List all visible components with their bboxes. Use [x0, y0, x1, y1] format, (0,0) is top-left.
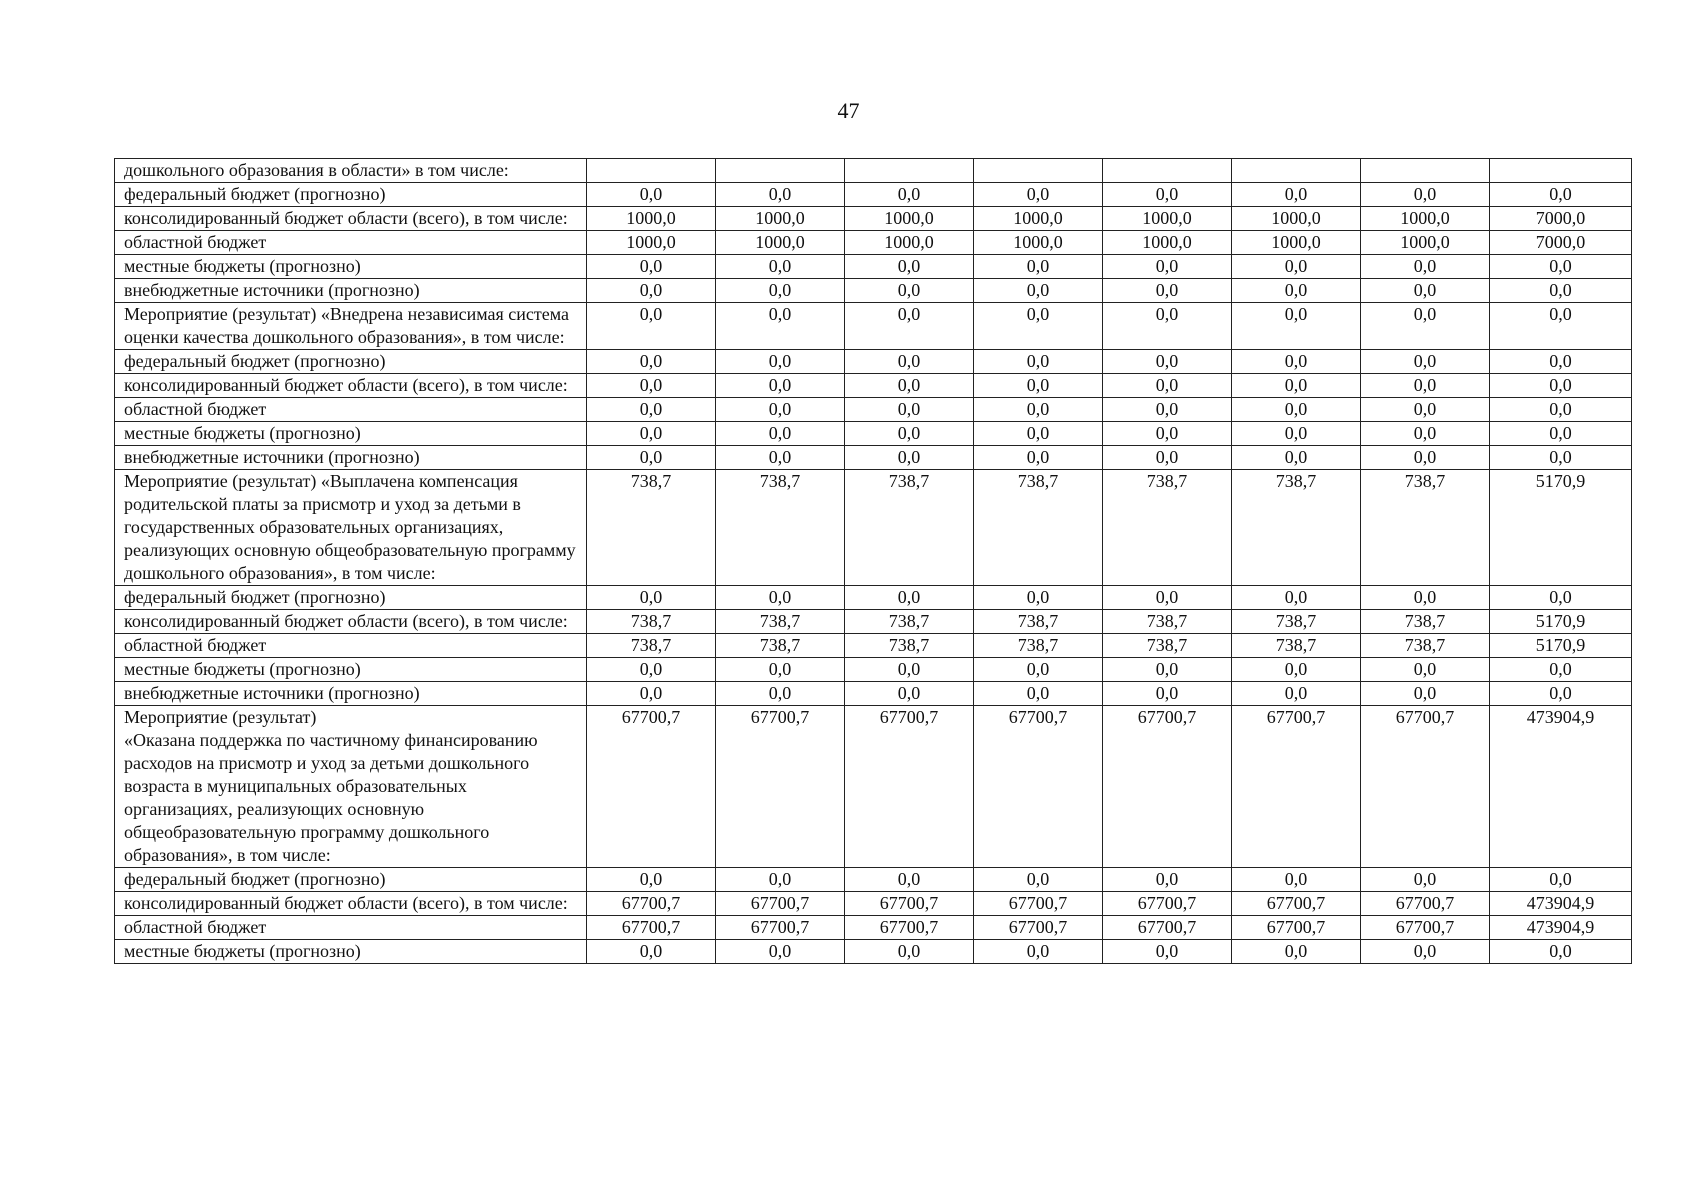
row-value-cell: 0,0 — [845, 374, 974, 398]
row-total-cell: 0,0 — [1490, 398, 1632, 422]
row-total-cell: 0,0 — [1490, 374, 1632, 398]
row-total-cell: 5170,9 — [1490, 470, 1632, 586]
row-value-cell: 738,7 — [1103, 470, 1232, 586]
row-value-cell: 0,0 — [716, 422, 845, 446]
row-value-cell: 1000,0 — [587, 207, 716, 231]
row-value-cell: 0,0 — [974, 398, 1103, 422]
row-value-cell: 0,0 — [716, 446, 845, 470]
row-value-cell: 0,0 — [845, 279, 974, 303]
row-value-cell: 67700,7 — [1232, 706, 1361, 868]
row-label: Мероприятие (результат) «Оказана поддержка по частичному финансированию расходов на присмотр и уход за детьми дошкольного возраста в муниципальных образовательных организациях, реализующих основную общеобразовательную программу дошкольного образования», в том числе: — [115, 706, 587, 868]
row-value-cell: 67700,7 — [587, 706, 716, 868]
row-value-cell: 0,0 — [1232, 303, 1361, 350]
row-value-cell: 0,0 — [587, 374, 716, 398]
row-value-cell: 1000,0 — [845, 207, 974, 231]
row-label: консолидированный бюджет области (всего), в том числе: — [115, 610, 587, 634]
row-value-cell: 0,0 — [845, 940, 974, 964]
row-label: областной бюджет — [115, 231, 587, 255]
row-label: местные бюджеты (прогнозно) — [115, 940, 587, 964]
row-value-cell: 738,7 — [845, 470, 974, 586]
row-value-cell: 0,0 — [587, 682, 716, 706]
table-row — [115, 610, 1632, 634]
row-value-cell: 0,0 — [587, 350, 716, 374]
row-total-cell: 5170,9 — [1490, 610, 1632, 634]
row-value-cell: 738,7 — [716, 610, 845, 634]
table-row — [115, 916, 1632, 940]
table-row — [115, 892, 1632, 916]
row-value-cell: 0,0 — [1103, 868, 1232, 892]
row-value-cell: 738,7 — [1103, 634, 1232, 658]
row-value-cell: 738,7 — [1103, 610, 1232, 634]
row-total-cell: 473904,9 — [1490, 892, 1632, 916]
row-total-cell: 0,0 — [1490, 350, 1632, 374]
row-value-cell: 1000,0 — [716, 231, 845, 255]
row-label: дошкольного образования в области» в том числе: — [115, 159, 587, 183]
row-value-cell: 738,7 — [845, 634, 974, 658]
row-value-cell — [1232, 159, 1361, 183]
table-row — [115, 658, 1632, 682]
row-value-cell: 738,7 — [1361, 634, 1490, 658]
row-total-cell: 0,0 — [1490, 255, 1632, 279]
row-value-cell: 738,7 — [587, 610, 716, 634]
row-total-cell: 7000,0 — [1490, 207, 1632, 231]
row-label: федеральный бюджет (прогнозно) — [115, 183, 587, 207]
row-value-cell: 67700,7 — [845, 892, 974, 916]
row-value-cell: 0,0 — [1361, 255, 1490, 279]
row-value-cell: 1000,0 — [1361, 207, 1490, 231]
row-value-cell: 0,0 — [1103, 374, 1232, 398]
row-value-cell — [716, 159, 845, 183]
row-value-cell: 67700,7 — [716, 892, 845, 916]
row-label: федеральный бюджет (прогнозно) — [115, 868, 587, 892]
budget-table-body — [115, 159, 1632, 964]
row-value-cell: 0,0 — [1232, 940, 1361, 964]
row-value-cell: 738,7 — [1232, 634, 1361, 658]
row-total-cell: 0,0 — [1490, 183, 1632, 207]
row-value-cell: 0,0 — [1103, 658, 1232, 682]
row-value-cell: 67700,7 — [1361, 706, 1490, 868]
row-value-cell: 0,0 — [1232, 868, 1361, 892]
table-row — [115, 350, 1632, 374]
row-total-cell — [1490, 159, 1632, 183]
row-value-cell: 0,0 — [587, 658, 716, 682]
row-value-cell — [1361, 159, 1490, 183]
row-value-cell: 0,0 — [716, 682, 845, 706]
row-total-cell: 473904,9 — [1490, 916, 1632, 940]
row-value-cell: 67700,7 — [974, 916, 1103, 940]
row-value-cell: 0,0 — [974, 446, 1103, 470]
row-label: местные бюджеты (прогнозно) — [115, 255, 587, 279]
row-value-cell: 0,0 — [587, 279, 716, 303]
row-value-cell: 0,0 — [974, 868, 1103, 892]
row-value-cell: 738,7 — [845, 610, 974, 634]
row-value-cell: 0,0 — [1361, 279, 1490, 303]
row-value-cell: 1000,0 — [1103, 231, 1232, 255]
row-value-cell: 0,0 — [1103, 350, 1232, 374]
row-total-cell: 0,0 — [1490, 868, 1632, 892]
row-value-cell: 0,0 — [974, 374, 1103, 398]
row-total-cell: 0,0 — [1490, 422, 1632, 446]
row-value-cell: 0,0 — [1361, 422, 1490, 446]
row-label: внебюджетные источники (прогнозно) — [115, 682, 587, 706]
table-row — [115, 159, 1632, 183]
row-value-cell — [845, 159, 974, 183]
row-value-cell: 738,7 — [974, 610, 1103, 634]
row-value-cell: 67700,7 — [1361, 916, 1490, 940]
row-value-cell: 1000,0 — [587, 231, 716, 255]
row-value-cell: 0,0 — [845, 183, 974, 207]
row-value-cell: 0,0 — [1103, 940, 1232, 964]
row-value-cell: 0,0 — [1232, 350, 1361, 374]
row-label: местные бюджеты (прогнозно) — [115, 658, 587, 682]
row-value-cell: 0,0 — [587, 255, 716, 279]
row-value-cell: 0,0 — [974, 279, 1103, 303]
row-value-cell: 67700,7 — [974, 706, 1103, 868]
row-value-cell: 67700,7 — [845, 706, 974, 868]
row-label: федеральный бюджет (прогнозно) — [115, 586, 587, 610]
table-row — [115, 422, 1632, 446]
row-value-cell: 0,0 — [587, 446, 716, 470]
row-value-cell: 0,0 — [1361, 682, 1490, 706]
table-row — [115, 470, 1632, 586]
row-value-cell: 0,0 — [1232, 398, 1361, 422]
row-value-cell: 0,0 — [1232, 183, 1361, 207]
row-value-cell: 0,0 — [587, 422, 716, 446]
table-row — [115, 634, 1632, 658]
row-value-cell: 0,0 — [974, 422, 1103, 446]
row-value-cell: 0,0 — [1232, 422, 1361, 446]
row-total-cell: 0,0 — [1490, 303, 1632, 350]
row-label: Мероприятие (результат) «Выплачена компенсация родительской платы за присмотр и уход за детьми в государственных образовательных организациях, реализующих основную общеобразовательную программу дошкольного образования», в том числе: — [115, 470, 587, 586]
row-value-cell: 0,0 — [716, 255, 845, 279]
row-value-cell: 1000,0 — [1103, 207, 1232, 231]
table-row — [115, 706, 1632, 868]
row-value-cell: 0,0 — [716, 303, 845, 350]
row-label: консолидированный бюджет области (всего), в том числе: — [115, 892, 587, 916]
table-row — [115, 446, 1632, 470]
row-value-cell: 0,0 — [845, 586, 974, 610]
row-value-cell: 738,7 — [1232, 470, 1361, 586]
row-value-cell: 0,0 — [1361, 350, 1490, 374]
row-label: областной бюджет — [115, 398, 587, 422]
row-value-cell: 738,7 — [1361, 610, 1490, 634]
row-value-cell: 0,0 — [1103, 422, 1232, 446]
row-value-cell: 738,7 — [1232, 610, 1361, 634]
row-value-cell: 1000,0 — [974, 231, 1103, 255]
row-value-cell: 0,0 — [1361, 586, 1490, 610]
row-value-cell: 0,0 — [974, 658, 1103, 682]
row-value-cell: 738,7 — [587, 470, 716, 586]
row-value-cell: 1000,0 — [974, 207, 1103, 231]
row-value-cell: 0,0 — [716, 398, 845, 422]
row-value-cell: 67700,7 — [974, 892, 1103, 916]
row-value-cell: 0,0 — [974, 940, 1103, 964]
row-value-cell: 0,0 — [1103, 279, 1232, 303]
row-value-cell: 1000,0 — [1361, 231, 1490, 255]
row-total-cell: 5170,9 — [1490, 634, 1632, 658]
row-value-cell: 1000,0 — [845, 231, 974, 255]
row-value-cell: 0,0 — [974, 682, 1103, 706]
row-label: областной бюджет — [115, 916, 587, 940]
page-number: 47 — [837, 98, 860, 123]
row-value-cell: 0,0 — [716, 279, 845, 303]
row-value-cell: 0,0 — [716, 350, 845, 374]
table-row — [115, 303, 1632, 350]
row-value-cell: 0,0 — [716, 374, 845, 398]
row-label: внебюджетные источники (прогнозно) — [115, 279, 587, 303]
row-value-cell: 0,0 — [974, 183, 1103, 207]
row-value-cell: 0,0 — [845, 446, 974, 470]
row-value-cell: 0,0 — [1103, 682, 1232, 706]
row-total-cell: 0,0 — [1490, 940, 1632, 964]
row-value-cell: 0,0 — [974, 255, 1103, 279]
row-value-cell: 0,0 — [974, 586, 1103, 610]
row-value-cell: 67700,7 — [845, 916, 974, 940]
row-value-cell: 0,0 — [845, 255, 974, 279]
table-row — [115, 255, 1632, 279]
row-value-cell: 0,0 — [716, 868, 845, 892]
row-value-cell: 0,0 — [974, 303, 1103, 350]
row-value-cell: 0,0 — [974, 350, 1103, 374]
row-value-cell: 0,0 — [1232, 279, 1361, 303]
row-value-cell: 0,0 — [845, 398, 974, 422]
row-value-cell: 0,0 — [845, 658, 974, 682]
table-row — [115, 586, 1632, 610]
row-value-cell: 0,0 — [845, 422, 974, 446]
table-row — [115, 207, 1632, 231]
row-value-cell: 0,0 — [1361, 183, 1490, 207]
row-value-cell: 1000,0 — [1232, 231, 1361, 255]
row-value-cell: 0,0 — [1361, 868, 1490, 892]
row-value-cell: 1000,0 — [716, 207, 845, 231]
row-total-cell: 473904,9 — [1490, 706, 1632, 868]
row-label: внебюджетные источники (прогнозно) — [115, 446, 587, 470]
row-value-cell — [974, 159, 1103, 183]
row-value-cell: 0,0 — [1361, 658, 1490, 682]
row-value-cell: 738,7 — [716, 470, 845, 586]
table-row — [115, 374, 1632, 398]
row-value-cell: 0,0 — [716, 183, 845, 207]
row-value-cell — [1103, 159, 1232, 183]
budget-table — [114, 158, 1632, 964]
row-value-cell: 0,0 — [1361, 446, 1490, 470]
row-value-cell: 0,0 — [1232, 374, 1361, 398]
table-row — [115, 682, 1632, 706]
row-label: федеральный бюджет (прогнозно) — [115, 350, 587, 374]
row-value-cell: 0,0 — [1361, 374, 1490, 398]
row-value-cell: 738,7 — [1361, 470, 1490, 586]
row-total-cell: 0,0 — [1490, 682, 1632, 706]
row-value-cell: 0,0 — [587, 398, 716, 422]
row-total-cell: 0,0 — [1490, 586, 1632, 610]
row-value-cell: 0,0 — [587, 940, 716, 964]
row-value-cell: 0,0 — [1361, 303, 1490, 350]
row-value-cell: 67700,7 — [587, 916, 716, 940]
row-value-cell: 0,0 — [1103, 586, 1232, 610]
row-value-cell: 738,7 — [974, 634, 1103, 658]
table-row — [115, 398, 1632, 422]
row-value-cell: 67700,7 — [1232, 916, 1361, 940]
row-total-cell: 0,0 — [1490, 658, 1632, 682]
row-value-cell: 0,0 — [1232, 682, 1361, 706]
row-value-cell: 0,0 — [1361, 940, 1490, 964]
row-value-cell: 0,0 — [587, 303, 716, 350]
row-value-cell: 67700,7 — [1103, 706, 1232, 868]
row-value-cell: 67700,7 — [587, 892, 716, 916]
row-value-cell: 0,0 — [1103, 255, 1232, 279]
table-row — [115, 231, 1632, 255]
row-total-cell: 0,0 — [1490, 446, 1632, 470]
row-value-cell: 67700,7 — [1103, 916, 1232, 940]
row-value-cell: 0,0 — [1232, 255, 1361, 279]
row-value-cell: 0,0 — [845, 350, 974, 374]
row-value-cell: 0,0 — [845, 682, 974, 706]
row-value-cell: 0,0 — [1103, 303, 1232, 350]
row-value-cell — [587, 159, 716, 183]
table-row — [115, 868, 1632, 892]
row-value-cell: 0,0 — [1232, 446, 1361, 470]
row-value-cell: 0,0 — [1361, 398, 1490, 422]
row-value-cell: 67700,7 — [1103, 892, 1232, 916]
row-value-cell: 1000,0 — [1232, 207, 1361, 231]
row-value-cell: 0,0 — [587, 183, 716, 207]
table-row — [115, 183, 1632, 207]
row-value-cell: 0,0 — [1232, 658, 1361, 682]
row-value-cell: 738,7 — [587, 634, 716, 658]
row-value-cell: 0,0 — [716, 658, 845, 682]
row-value-cell: 67700,7 — [716, 916, 845, 940]
table-row — [115, 279, 1632, 303]
row-value-cell: 0,0 — [1232, 586, 1361, 610]
row-value-cell: 67700,7 — [1361, 892, 1490, 916]
row-value-cell: 0,0 — [845, 868, 974, 892]
row-value-cell: 0,0 — [845, 303, 974, 350]
row-value-cell: 738,7 — [716, 634, 845, 658]
row-total-cell: 0,0 — [1490, 279, 1632, 303]
row-total-cell: 7000,0 — [1490, 231, 1632, 255]
row-label: областной бюджет — [115, 634, 587, 658]
row-value-cell: 0,0 — [587, 586, 716, 610]
table-row — [115, 940, 1632, 964]
row-value-cell: 67700,7 — [1232, 892, 1361, 916]
row-value-cell: 0,0 — [1103, 183, 1232, 207]
row-label: местные бюджеты (прогнозно) — [115, 422, 587, 446]
row-value-cell: 67700,7 — [716, 706, 845, 868]
row-label: Мероприятие (результат) «Внедрена независимая система оценки качества дошкольного образования», в том числе: — [115, 303, 587, 350]
row-label: консолидированный бюджет области (всего), в том числе: — [115, 374, 587, 398]
row-value-cell: 0,0 — [716, 586, 845, 610]
row-value-cell: 0,0 — [1103, 398, 1232, 422]
row-value-cell: 738,7 — [974, 470, 1103, 586]
row-label: консолидированный бюджет области (всего), в том числе: — [115, 207, 587, 231]
row-value-cell: 0,0 — [587, 868, 716, 892]
row-value-cell: 0,0 — [716, 940, 845, 964]
row-value-cell: 0,0 — [1103, 446, 1232, 470]
